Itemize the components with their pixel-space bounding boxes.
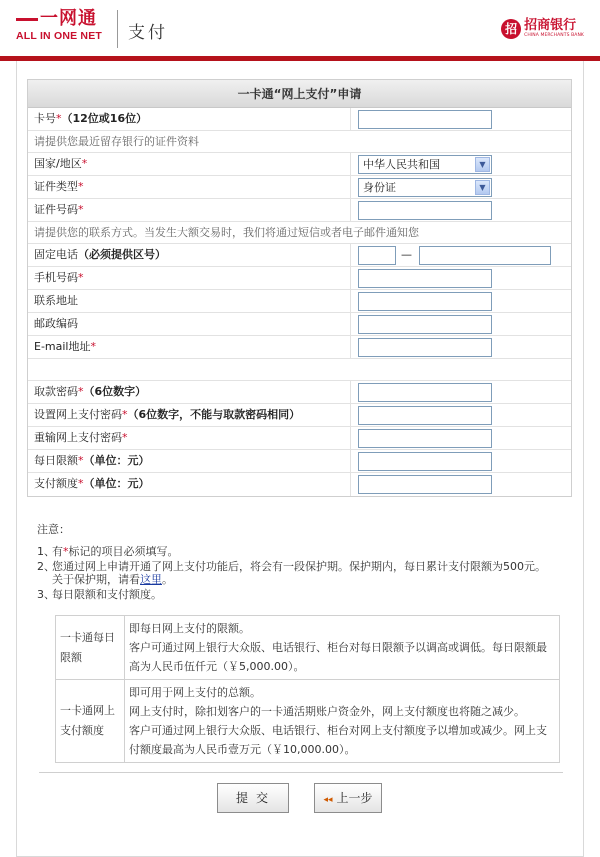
required-star: * (78, 203, 84, 216)
limits-table (55, 615, 560, 763)
bank-logo (501, 19, 584, 39)
submit-button[interactable]: 提交 (217, 783, 289, 813)
pay-limit-info-line: 网上支付时，除扣划客户的一卡通活期账户资金外，网上支付额度也将随之减少。 (129, 705, 525, 718)
daily-limit-row (28, 450, 571, 473)
phone-note: （必须提供区号） (78, 248, 166, 261)
daily-limit-label: 每日限额 (34, 454, 78, 467)
country-select[interactable] (358, 155, 492, 174)
email-input[interactable] (358, 338, 492, 357)
id-number-input[interactable] (358, 201, 492, 220)
repeat-pay-password-input[interactable] (358, 429, 492, 448)
card-number-input[interactable] (358, 110, 492, 129)
withdraw-password-input[interactable] (358, 383, 492, 402)
postcode-row (28, 313, 571, 336)
email-row (28, 336, 571, 359)
id-number-row (28, 199, 571, 222)
id-type-row (28, 176, 571, 199)
note-item-2 (37, 560, 567, 573)
id-type-select[interactable] (358, 178, 492, 197)
required-star: * (78, 180, 84, 193)
daily-limit-info-label: 一卡通每日限额 (56, 616, 125, 679)
address-input[interactable] (358, 292, 492, 311)
note-item-1 (37, 545, 567, 558)
previous-step-button[interactable] (314, 783, 382, 813)
logo-cn-text: 一网通 (40, 8, 97, 29)
daily-limit-input[interactable] (358, 452, 492, 471)
logo-en-text: ALL IN ONE NET (16, 30, 103, 42)
repeat-pay-password-row (28, 427, 571, 450)
bank-name: 招商银行 (524, 18, 577, 33)
double-left-arrow-icon: ◂◂ (323, 795, 333, 805)
repeat-pay-password-label: 重输网上支付密码 (34, 431, 122, 444)
set-pay-password-input[interactable] (358, 406, 492, 425)
id-type-selected-value: 身份证 (363, 181, 396, 194)
withdraw-password-note: （6位数字） (83, 385, 147, 398)
id-type-label: 证件类型 (34, 180, 78, 193)
required-star: * (78, 454, 84, 467)
note-text: 关于保护期，请看 (52, 573, 140, 586)
application-form (27, 79, 572, 497)
all-in-one-net-logo (16, 9, 112, 43)
required-star: * (56, 112, 62, 125)
pay-limit-note: （单位：元） (83, 477, 150, 490)
header-divider (117, 10, 118, 48)
previous-step-label: 上一步 (336, 791, 373, 805)
chevron-down-icon[interactable]: ▼ (475, 157, 490, 172)
note-text: 标记的项目必须填写。 (68, 545, 179, 558)
mobile-input[interactable] (358, 269, 492, 288)
button-divider (39, 772, 563, 773)
card-number-row (28, 108, 571, 131)
bank-name-en: CHINA MERCHANTS BANK (524, 33, 584, 38)
note-text: 您通过网上申请开通了网上支付功能后，将会有一段保护期。保护期内，每日累计支付限额为500元。 (52, 560, 546, 573)
withdraw-password-row (28, 381, 571, 404)
required-star: * (78, 385, 84, 398)
phone-row (28, 244, 571, 267)
required-star: * (78, 477, 84, 490)
address-label: 联系地址 (34, 294, 78, 307)
protection-period-link[interactable]: 这里 (140, 573, 162, 586)
area-code-input[interactable] (358, 246, 396, 265)
phone-number-input[interactable] (419, 246, 551, 265)
note-number: 3、 (37, 588, 55, 601)
mobile-row (28, 267, 571, 290)
required-star: * (122, 431, 128, 444)
email-label: E-mail地址 (34, 340, 91, 353)
pay-limit-info-row (56, 680, 559, 762)
postcode-input[interactable] (358, 315, 492, 334)
required-star: * (78, 271, 84, 284)
set-pay-password-row (28, 404, 571, 427)
pay-limit-label: 支付额度 (34, 477, 78, 490)
set-pay-password-label: 设置网上支付密码 (34, 408, 122, 421)
postcode-label: 邮政编码 (34, 317, 78, 330)
form-title: 一卡通“网上支付”申请 (28, 80, 571, 108)
withdraw-password-label: 取款密码 (34, 385, 78, 398)
notes-section (37, 521, 567, 601)
header (0, 0, 600, 56)
mobile-label: 手机号码 (34, 271, 78, 284)
logo-dash-icon (16, 18, 38, 21)
card-number-label: 卡号 (34, 112, 56, 125)
contact-info-hint: 请提供您的联系方式。当发生大额交易时，我们将通过短信或者电子邮件通知您 (28, 222, 571, 244)
pay-limit-info-line: 客户可通过网上银行大众版、电话银行、柜台对网上支付额度予以增加或减少。网上支付额度最高为人民币壹万元（￥10,000.00）。 (129, 724, 547, 756)
id-info-hint: 请提供您最近留存银行的证件资料 (28, 131, 571, 153)
pay-limit-info-label: 一卡通网上支付额度 (56, 680, 125, 762)
daily-limit-info-line: 客户可通过网上银行大众版、电话银行、柜台对每日限额予以调高或调低。每日限额最高为人民币伍仟元（￥5,000.00）。 (129, 641, 547, 673)
country-selected-value: 中华人民共和国 (363, 158, 440, 171)
daily-limit-note: （单位：元） (83, 454, 150, 467)
id-number-label: 证件号码 (34, 203, 78, 216)
daily-limit-info-row (56, 616, 559, 680)
pay-title: 支付 (128, 23, 168, 43)
pay-limit-row (28, 473, 571, 496)
note-number: 1、 (37, 545, 55, 558)
required-star: * (122, 408, 128, 421)
main-content (16, 61, 584, 857)
phone-dash: — (401, 248, 412, 261)
required-star: * (63, 545, 69, 558)
chevron-down-icon[interactable]: ▼ (475, 180, 490, 195)
bank-emblem-icon: 招 (501, 19, 521, 39)
note-item-2-link-line (37, 573, 567, 586)
note-text: 有 (52, 545, 63, 558)
address-row (28, 290, 571, 313)
required-star: * (90, 340, 96, 353)
card-number-note: （12位或16位） (61, 112, 148, 125)
set-pay-password-note: （6位数字，不能与取款密码相同） (127, 408, 301, 421)
required-star: * (81, 157, 88, 170)
note-item-3 (37, 588, 567, 601)
phone-label: 固定电话 (34, 248, 78, 261)
note-number: 2、 (37, 560, 55, 573)
notes-title: 注意： (37, 523, 70, 536)
note-text: 每日限额和支付额度。 (52, 588, 162, 601)
pay-limit-input[interactable] (358, 475, 492, 494)
daily-limit-info-line: 即每日网上支付的限额。 (129, 622, 250, 635)
country-label: 国家/地区 (34, 157, 82, 170)
spacer-row (28, 359, 571, 381)
country-row (28, 153, 571, 176)
pay-limit-info-line: 即可用于网上支付的总额。 (129, 686, 261, 699)
note-text: 。 (162, 573, 173, 586)
